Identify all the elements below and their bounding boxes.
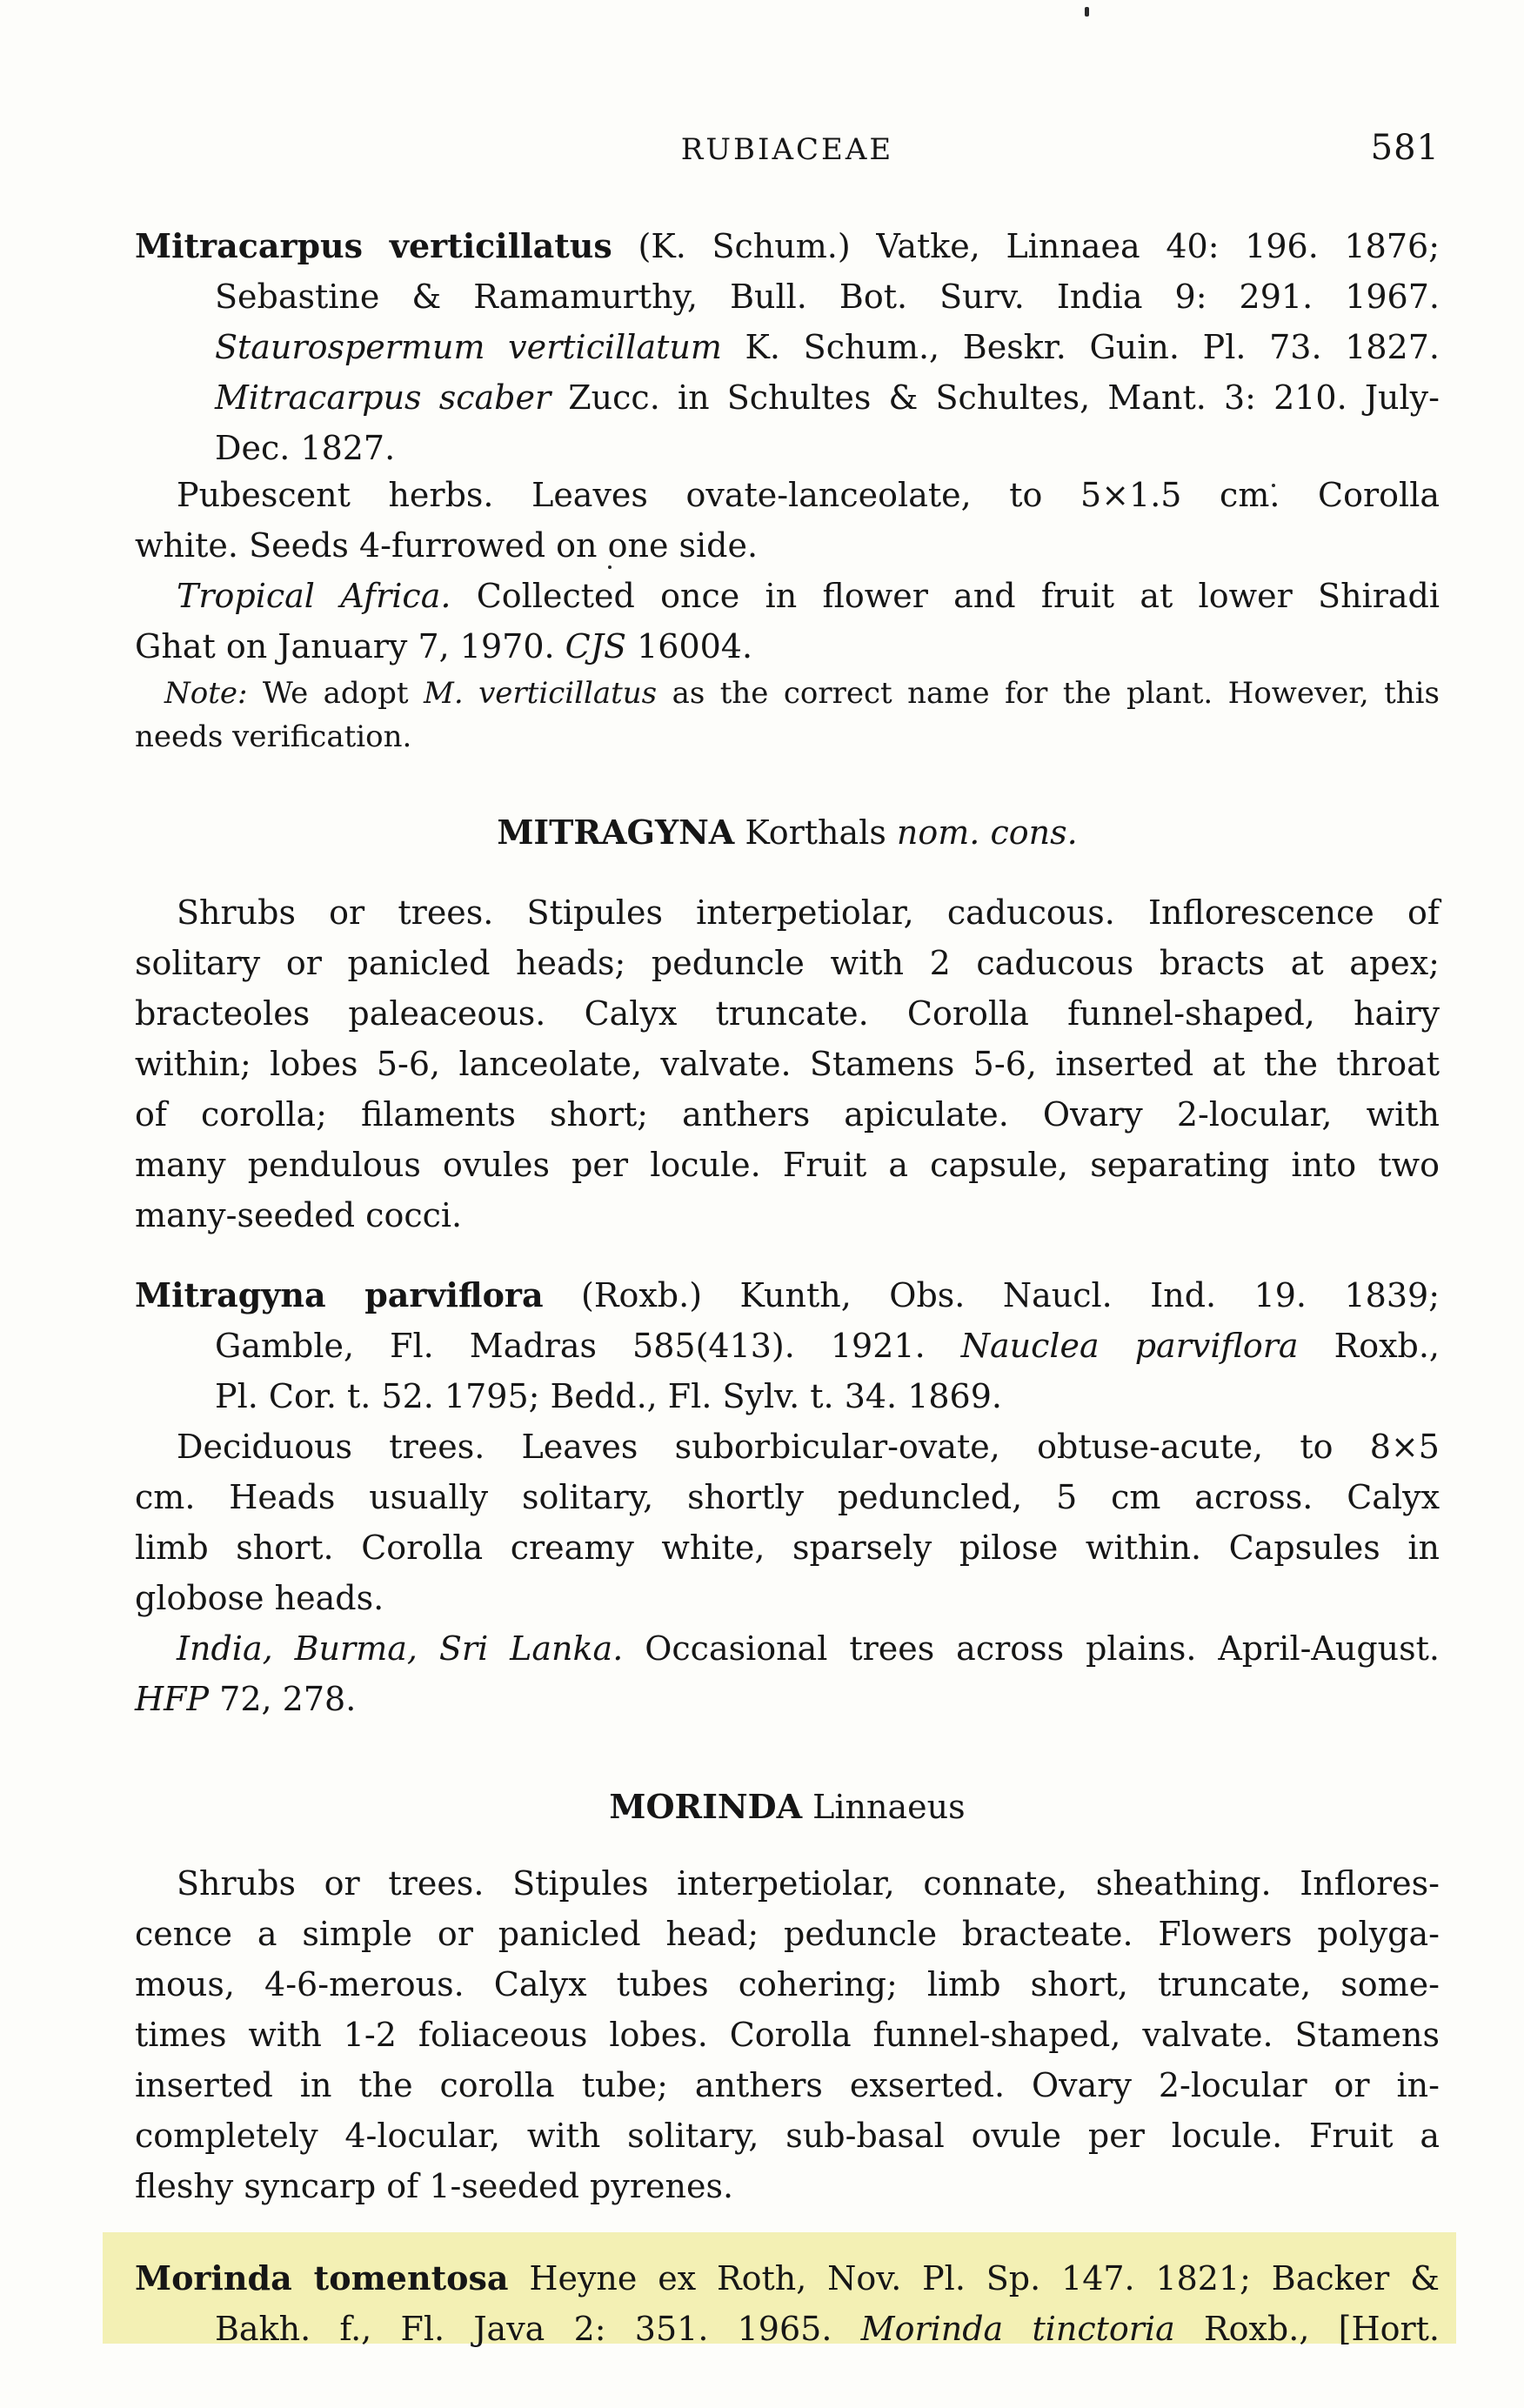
text-segment: fleshy syncarp of 1-seeded pyrenes. bbox=[135, 2167, 734, 2205]
text-segment: CJS bbox=[565, 627, 627, 666]
text-segment: Shrubs or trees. Stipules interpetiolar, caducous. Inflorescence of bbox=[177, 893, 1440, 932]
entry-mitracarpus-verticillatus-line-4 bbox=[135, 372, 1440, 423]
text-segment: India, Burma, Sri Lanka. bbox=[177, 1629, 624, 1668]
description-mitragyna-parviflora bbox=[135, 1421, 1440, 1623]
text-segment: Shrubs or trees. Stipules interpetiolar, connate, sheathing. Inflores- bbox=[177, 1864, 1440, 1903]
text-segment: needs verification. bbox=[135, 719, 412, 754]
entry-mitracarpus-verticillatus-line-1 bbox=[135, 221, 1440, 271]
description-mitracarpus bbox=[135, 470, 1440, 571]
text-segment: Note: bbox=[164, 676, 248, 711]
text-segment: solitary or panicled heads; peduncle with 2 caducous bracts at apex; bbox=[135, 944, 1440, 982]
distribution-mitragyna-parviflora bbox=[135, 1623, 1440, 1724]
text-segment: white. Seeds 4-furrowed on one side. bbox=[135, 526, 759, 565]
entry-mitracarpus-verticillatus-line-3 bbox=[135, 322, 1440, 372]
text-segment: Morinda tinctoria bbox=[860, 2310, 1175, 2348]
text-segment: 16004. bbox=[626, 627, 753, 666]
text-segment: many pendulous ovules per locule. Fruit a capsule, separating into two bbox=[135, 1146, 1440, 1184]
distribution-mitracarpus-line-2 bbox=[135, 621, 1440, 672]
text-segment: Deciduous trees. Leaves suborbicular-ovate, obtuse-acute, to 8×5 bbox=[177, 1428, 1440, 1466]
text-segment: bracteoles paleaceous. Calyx truncate. Corolla funnel-shaped, hairy bbox=[135, 994, 1440, 1033]
genus-description-morinda-line-7 bbox=[135, 2161, 1440, 2211]
distribution-mitragyna-parviflora-line-1 bbox=[135, 1623, 1440, 1674]
text-segment: M. verticillatus bbox=[424, 676, 658, 711]
page-number: 581 bbox=[1370, 128, 1440, 168]
text-segment: Occasional trees across plains. April-August. bbox=[623, 1629, 1440, 1668]
description-mitragyna-parviflora-line-4 bbox=[135, 1573, 1440, 1623]
entry-morinda-tomentosa-highlighted-line-1 bbox=[135, 2253, 1440, 2304]
text-segment: Staurospermum verticillatum bbox=[215, 328, 722, 366]
text-segment: Morinda tomentosa bbox=[135, 2258, 509, 2298]
text-segment: Gamble, Fl. Madras 585(413). 1921. bbox=[215, 1327, 961, 1365]
genus-description-morinda-line-5 bbox=[135, 2060, 1440, 2110]
text-segment: Pl. Cor. t. 52. 1795; Bedd., Fl. Sylv. t. 34. 1869. bbox=[215, 1377, 1002, 1415]
genus-heading-mitragyna bbox=[135, 807, 1440, 858]
text-segment: Pubescent herbs. Leaves ovate-lanceolate, to 5×1.5 cm. Corolla bbox=[177, 476, 1440, 514]
text-segment: Ghat on January 7, 1970. bbox=[135, 627, 565, 666]
description-mitragyna-parviflora-line-1 bbox=[135, 1421, 1440, 1472]
text-segment: Tropical Africa. bbox=[177, 577, 451, 615]
genus-description-morinda-line-1 bbox=[135, 1858, 1440, 1909]
distribution-mitracarpus bbox=[135, 571, 1440, 672]
entry-morinda-tomentosa-highlighted bbox=[135, 2253, 1440, 2354]
text-segment: Dec. 1827. bbox=[215, 429, 396, 467]
text-segment: inserted in the corolla tube; anthers exserted. Ovary 2-locular or in- bbox=[135, 2066, 1440, 2104]
text-segment: Zucc. in Schultes & Schultes, Mant. 3: 210. July- bbox=[551, 378, 1440, 417]
description-mitracarpus-line-1 bbox=[135, 470, 1440, 520]
text-segment: cm. Heads usually solitary, shortly peduncled, 5 cm across. Calyx bbox=[135, 1478, 1440, 1516]
genus-heading-morinda bbox=[135, 1782, 1440, 1832]
entry-mitracarpus-verticillatus-line-5 bbox=[135, 423, 1440, 473]
entry-mitragyna-parviflora-line-3 bbox=[135, 1371, 1440, 1421]
genus-description-mitragyna-line-5 bbox=[135, 1089, 1440, 1140]
text-segment: K. Schum., Beskr. Guin. Pl. 73. 1827. bbox=[721, 328, 1440, 366]
text-segment: Bakh. f., Fl. Java 2: 351. 1965. bbox=[215, 2310, 861, 2348]
text-segment: nom. cons. bbox=[896, 813, 1078, 852]
genus-description-mitragyna-line-4 bbox=[135, 1039, 1440, 1089]
text-segment: (K. Schum.) Vatke, Linnaea 40: 196. 1876; bbox=[612, 227, 1440, 265]
text-segment: Sebastine & Ramamurthy, Bull. Bot. Surv. India 9: 291. 1967. bbox=[215, 278, 1440, 316]
text-segment: 72, 278. bbox=[209, 1680, 357, 1718]
text-segment: Heyne ex Roth, Nov. Pl. Sp. 147. 1821; Backer & bbox=[508, 2259, 1440, 2298]
entry-morinda-tomentosa-highlighted-line-2 bbox=[135, 2304, 1440, 2354]
text-segment: mous, 4-6-merous. Calyx tubes cohering; limb short, truncate, some- bbox=[135, 1965, 1440, 2003]
family-name: RUBIACEAE bbox=[680, 132, 894, 167]
genus-description-morinda-line-4 bbox=[135, 2010, 1440, 2060]
genus-heading-mitragyna-line-1 bbox=[135, 807, 1440, 858]
genus-description-mitragyna-line-2 bbox=[135, 938, 1440, 988]
text-segment: of corolla; filaments short; anthers apiculate. Ovary 2-locular, with bbox=[135, 1095, 1440, 1134]
text-segment: We adopt bbox=[247, 676, 424, 711]
text-segment: (Roxb.) Kunth, Obs. Naucl. Ind. 19. 1839; bbox=[543, 1276, 1440, 1314]
text-segment: globose heads. bbox=[135, 1579, 384, 1617]
entry-mitragyna-parviflora bbox=[135, 1270, 1440, 1421]
genus-description-morinda-line-2 bbox=[135, 1909, 1440, 1959]
text-segment: as the correct name for the plant. However, this bbox=[657, 676, 1440, 711]
text-segment: Korthals bbox=[734, 813, 897, 852]
text-segment: Roxb., bbox=[1298, 1327, 1440, 1365]
description-mitracarpus-line-2 bbox=[135, 520, 1440, 571]
text-segment: Linnaeus bbox=[802, 1788, 966, 1826]
genus-description-morinda-line-6 bbox=[135, 2110, 1440, 2161]
text-segment: MORINDA bbox=[609, 1787, 803, 1826]
text-segment: Collected once in flower and fruit at lower Shiradi bbox=[451, 577, 1440, 615]
entry-mitracarpus-verticillatus-line-2 bbox=[135, 271, 1440, 322]
text-segment: Mitracarpus scaber bbox=[215, 378, 551, 417]
description-mitragyna-parviflora-line-3 bbox=[135, 1522, 1440, 1573]
text-segment: within; lobes 5-6, lanceolate, valvate. Stamens 5-6, inserted at the throat bbox=[135, 1045, 1440, 1083]
genus-description-mitragyna-line-6 bbox=[135, 1140, 1440, 1190]
text-segment: Nauclea parviflora bbox=[960, 1327, 1299, 1365]
genus-description-mitragyna-line-3 bbox=[135, 988, 1440, 1039]
text-segment: many-seeded cocci. bbox=[135, 1196, 463, 1234]
entry-mitragyna-parviflora-line-1 bbox=[135, 1270, 1440, 1321]
distribution-mitracarpus-line-1 bbox=[135, 571, 1440, 621]
genus-heading-morinda-line-1 bbox=[135, 1782, 1440, 1832]
genus-description-morinda bbox=[135, 1858, 1440, 2211]
genus-description-mitragyna-line-7 bbox=[135, 1190, 1440, 1241]
text-segment: limb short. Corolla creamy white, sparsely pilose within. Capsules in bbox=[135, 1528, 1440, 1567]
entry-mitracarpus-verticillatus bbox=[135, 221, 1440, 473]
note-mitracarpus-line-1 bbox=[135, 672, 1440, 715]
scan-artifact-speck bbox=[1085, 7, 1089, 17]
text-segment: completely 4-locular, with solitary, sub-basal ovule per locule. Fruit a bbox=[135, 2117, 1440, 2155]
note-mitracarpus-line-2 bbox=[135, 715, 1440, 759]
running-head bbox=[135, 130, 1440, 172]
description-mitragyna-parviflora-line-2 bbox=[135, 1472, 1440, 1522]
distribution-mitragyna-parviflora-line-2 bbox=[135, 1674, 1440, 1724]
text-segment: Roxb., [Hort. bbox=[1174, 2310, 1440, 2348]
genus-description-mitragyna-line-1 bbox=[135, 887, 1440, 938]
text-segment: cence a simple or panicled head; peduncle bracteate. Flowers polyga- bbox=[135, 1915, 1440, 1953]
genus-description-mitragyna bbox=[135, 887, 1440, 1241]
text-segment: MITRAGYNA bbox=[497, 813, 735, 852]
text-segment: HFP bbox=[135, 1680, 210, 1718]
text-segment: Mitragyna parviflora bbox=[135, 1275, 544, 1314]
text-segment: Mitracarpus verticillatus bbox=[135, 226, 612, 265]
genus-description-morinda-line-3 bbox=[135, 1959, 1440, 2010]
entry-mitragyna-parviflora-line-2 bbox=[135, 1321, 1440, 1371]
text-segment: times with 1-2 foliaceous lobes. Corolla funnel-shaped, valvate. Stamens bbox=[135, 2016, 1440, 2054]
note-mitracarpus bbox=[135, 672, 1440, 759]
